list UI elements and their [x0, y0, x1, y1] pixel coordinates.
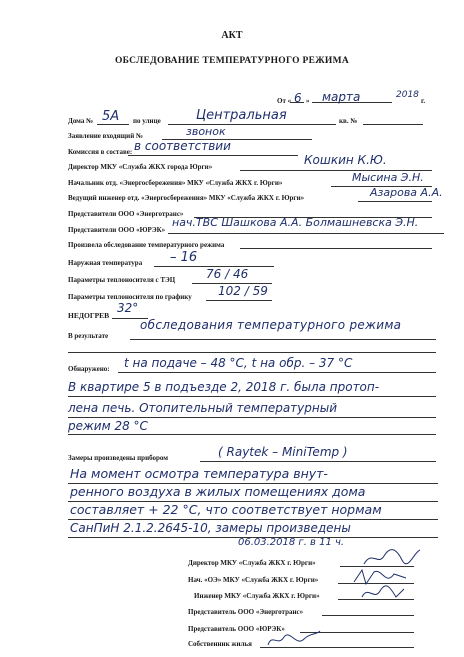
found-label: Обнаружено:: [68, 365, 110, 373]
conclusion-line-1: На момент осмотра температура внут-: [70, 466, 328, 481]
member-head-value: Мысина Э.Н.: [352, 171, 424, 184]
signature-director-mark: [362, 546, 422, 568]
signature-owner-mark: [266, 627, 322, 651]
schedule-params-value: 102 / 59: [218, 284, 268, 298]
result-line-2: [68, 352, 436, 353]
result-label: В результате: [68, 332, 109, 340]
found-value: t на подаче – 48 °С, t на обр. – 37 °С: [124, 356, 353, 370]
date-suffix: г.: [421, 97, 426, 105]
member-director-value: Кошкин К.Ю.: [304, 153, 387, 167]
house-number-line: [97, 124, 129, 125]
shortfall-label: НЕДОГРЕВ: [68, 311, 110, 320]
tec-params-value: 76 / 46: [206, 267, 249, 281]
document-subtitle: ОБСЛЕДОВАНИЕ ТЕМПЕРАТУРНОГО РЕЖИМА: [114, 56, 350, 66]
signature-energotrans-label: Представитель ООО «Энерготранс»: [188, 608, 304, 616]
device-line: [200, 461, 436, 462]
street-value: Центральная: [196, 108, 287, 123]
date-day-line: [290, 102, 304, 103]
signature-director-label: Директор МКУ «Служба ЖКХ г. Юрги»: [188, 559, 316, 567]
apt-line: [363, 124, 423, 125]
outdoor-temp-value: – 16: [170, 250, 198, 265]
member-yurek-value: нач.ТВС Шашкова А.А. Болмашневска Э.Н.: [172, 216, 419, 229]
inspection-timestamp: 06.03.2018 г. в 11 ч.: [238, 537, 345, 548]
member-director-label: Директор МКУ «Служба ЖКХ города Юрги»: [68, 163, 213, 171]
conclusion-underline-3: [68, 519, 438, 520]
conclusion-line-2: ренного воздуха в жилых помещениях дома: [70, 484, 366, 499]
member-yurek-line: [168, 233, 444, 234]
found-line-2: [68, 396, 436, 397]
tec-params-label: Параметры теплоносителя с ТЭЦ: [68, 276, 176, 284]
schedule-params-label: Параметры теплоносителя по графику: [68, 293, 192, 301]
member-energotrans-label: Представители ООО «Энерготранс»: [68, 210, 184, 218]
member-head-label: Начальник отд. «Энергосбережения» МКУ «Служба ЖКХ г. Юрги»: [68, 179, 283, 187]
apt-label: кв. №: [339, 117, 358, 125]
found-line2: В квартире 5 в подъезде 2, 2018 г. была протоп-: [68, 380, 380, 394]
application-label: Заявление входящий №: [68, 132, 144, 140]
device-value: ( Raytek – MiniTemp ): [218, 445, 348, 459]
survey-label: Произвела обследование температурного режима: [68, 241, 225, 249]
date-month-line: [312, 102, 392, 103]
date-prefix: От «: [277, 97, 292, 105]
signature-engineer-mark: [360, 583, 406, 603]
street-label: по улице: [133, 117, 161, 125]
date-mid: »: [306, 97, 310, 105]
date-month: марта: [322, 90, 361, 104]
found-line-4: [68, 434, 436, 435]
conclusion-line-4: СанПиН 2.1.2.2645-10, замеры произведены: [70, 521, 351, 535]
commission-label: Комиссия в составе:: [68, 148, 133, 156]
document-title: АКТ: [221, 30, 243, 41]
member-engineer-line: [358, 201, 432, 202]
schedule-params-line: [206, 300, 272, 301]
survey-line: [240, 248, 432, 249]
found-line-3: [68, 417, 436, 418]
found-line: [118, 372, 436, 373]
house-label: Дома №: [68, 117, 94, 125]
conclusion-line-3: составляет + 22 °С, что соответствует нормам: [70, 502, 382, 517]
result-line: [130, 339, 436, 340]
signature-engineer-label: Инженер МКУ «Служба ЖКХ г. Юрги»: [194, 592, 320, 600]
commission-line: [128, 155, 298, 156]
member-engineer-label: Ведущий инженер отд. «Энергосбережения» МКУ «Служба ЖКХ г. Юрги»: [68, 194, 305, 202]
date-day: 6: [294, 91, 302, 105]
result-value: обследования температурного режима: [140, 318, 402, 332]
house-number: 5А: [102, 109, 120, 124]
found-line4: режим 28 °С: [68, 419, 148, 433]
signature-yurek-label: Представитель ООО «ЮРЭК»: [188, 625, 285, 633]
member-engineer-value: Азарова А.А.: [370, 186, 443, 199]
device-label: Замеры произведены прибором: [68, 454, 169, 462]
date-year: 2018: [396, 90, 419, 100]
application-value: звонок: [186, 125, 226, 138]
signature-energotrans-line: [322, 615, 414, 616]
outdoor-temp-label: Наружная температура: [68, 259, 143, 267]
found-line3: лена печь. Отопительный температурный: [68, 401, 338, 415]
signature-owner-label: Собственник жилья: [188, 640, 252, 648]
commission-value: в соответствии: [134, 139, 231, 153]
signature-head-label: Нач. «ОЭ» МКУ «Служба ЖКХ г. Юрги»: [188, 576, 319, 584]
shortfall-value: 32°: [117, 301, 139, 315]
member-yurek-label: Представители ООО «ЮРЭК»: [68, 226, 166, 234]
